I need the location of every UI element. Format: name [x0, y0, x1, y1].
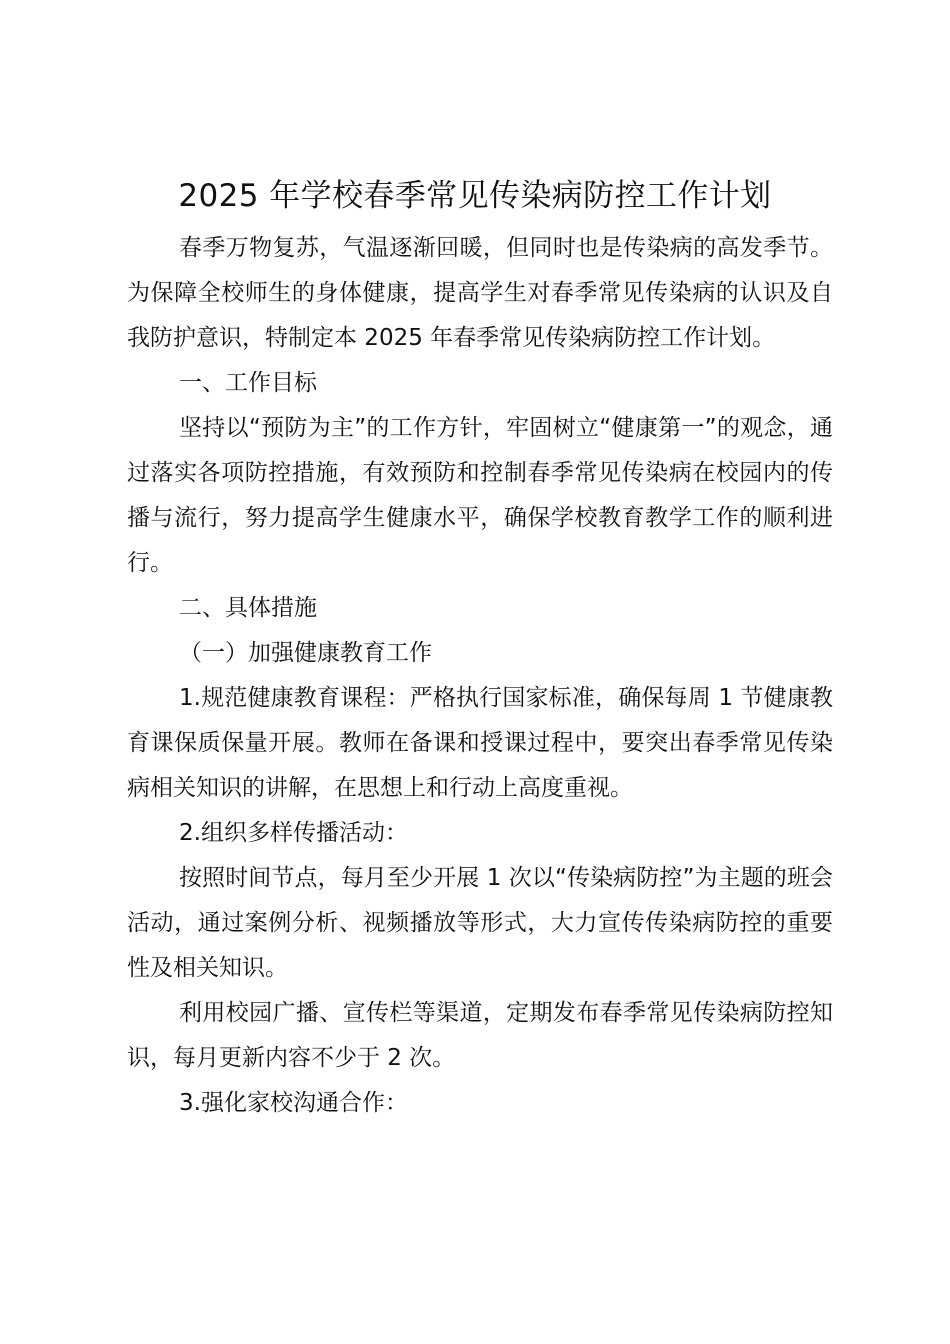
goals-paragraph: 坚持以“预防为主”的工作方针，牢固树立“健康第一”的观念，通过落实各项防控措施，有效预防和控制春季常见传染病在校园内的传播与流行，努力提高学生健康水平，确保学校教育教学工作的顺利进行。: [127, 415, 833, 576]
measure-3-heading: 3.强化家校沟通合作：: [179, 1090, 408, 1116]
intro-paragraph: 春季万物复苏，气温逐渐回暖，但同时也是传染病的高发季节。为保障全校师生的身体健康，提高学生对春季常见传染病的认识及自我防护意识，特制定本 2025 年春季常见传染病防控工作计划。: [127, 235, 833, 351]
section-heading-goals: 一、工作目标: [179, 370, 317, 396]
measure-1-paragraph: 1.规范健康教育课程：严格执行国家标准，确保每周 1 节健康教育课保质保量开展。教师在备课和授课过程中，要突出春季常见传染病相关知识的讲解，在思想上和行动上高度重视。: [127, 685, 833, 801]
document-title: 2025 年学校春季常见传染病防控工作计划: [178, 178, 772, 214]
subsection-heading-health-education: （一）加强健康教育工作: [179, 640, 432, 666]
measure-2-activity-paragraph: 按照时间节点，每月至少开展 1 次以“传染病防控”为主题的班会活动，通过案例分析、视频播放等形式，大力宣传传染病防控的重要性及相关知识。: [127, 865, 833, 981]
measure-2-heading: 2.组织多样传播活动：: [179, 820, 408, 846]
document-body: [127, 226, 833, 1126]
section-heading-measures: 二、具体措施: [179, 595, 317, 621]
measure-2-broadcast-paragraph: 利用校园广播、宣传栏等渠道，定期发布春季常见传染病防控知识，每月更新内容不少于 2 次。: [127, 1000, 833, 1071]
